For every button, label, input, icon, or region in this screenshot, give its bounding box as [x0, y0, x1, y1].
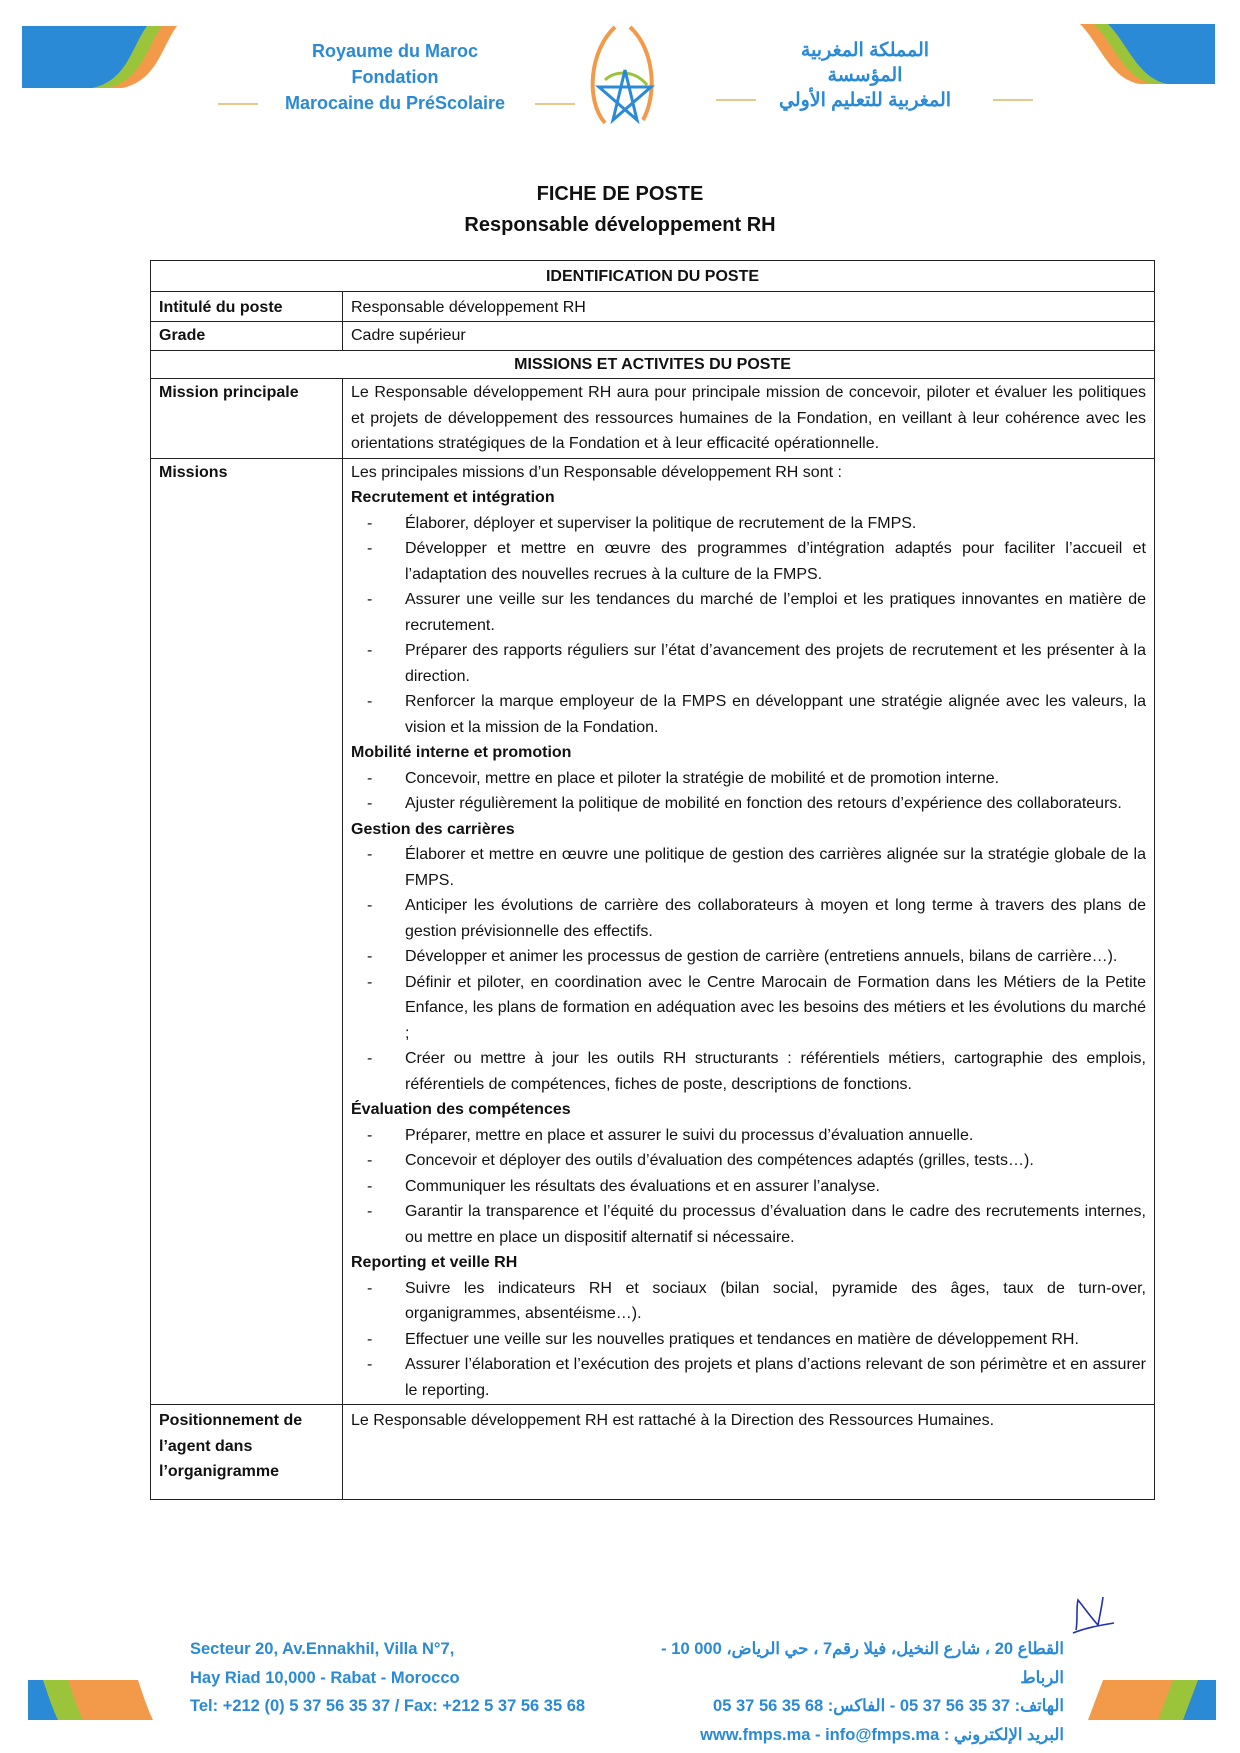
mission-bullet: - Renforcer la marque employeur de la FMPS en développant une stratégie alignée avec les valeurs, la vision et la mission de la Fondation.	[351, 689, 1146, 740]
mission-bullet: - Assurer l’élaboration et l’exécution des projets et plans d’actions relevant de son périmètre et en assurer le reporting.	[351, 1352, 1146, 1403]
mission-bullet: - Développer et animer les processus de gestion de carrière (entretiens annuels, bilans de carrière…).	[351, 944, 1146, 970]
label-missions: Missions	[151, 458, 343, 1405]
mission-bullet: - Suivre les indicateurs RH et sociaux (bilan social, pyramide des âges, taux de turn-over, organigrammes, absentéisme…).	[351, 1276, 1146, 1327]
mission-heading: Recrutement et intégration	[351, 489, 555, 506]
label-mission-principale: Mission principale	[151, 379, 343, 459]
value-mission-principale: Le Responsable développement RH aura pour principale mission de concevoir, piloter et évaluer les politiques et projets de développement des ressources humaines de la Fondation, en veillant à leur cohérence avec les orientations stratégiques de la Fondation et à leur efficacité opérationnelle.	[343, 379, 1155, 459]
section-identification: IDENTIFICATION DU POSTE	[151, 261, 1155, 292]
footer-line: Tel: +212 (0) 5 37 56 35 37 / Fax: +212 5 37 56 35 68	[190, 1697, 586, 1715]
corner-stripes-top-left	[22, 26, 177, 88]
header-arabic	[700, 38, 1030, 113]
corner-stripes-bottom-right	[1088, 1680, 1216, 1720]
footer-address-ar	[640, 1635, 1064, 1749]
header-fr-line: Royaume du Maroc	[311, 41, 479, 61]
header-fr-line: Fondation	[351, 67, 439, 87]
footer-line: القطاع 20 ، شارع النخيل، فيلا رقم7 ، حي الرياض، 000 10 - الرباط	[661, 1640, 1064, 1687]
mission-bullet: - Élaborer et mettre en œuvre une politique de gestion des carrières alignée sur la stratégie globale de la FMPS.	[351, 842, 1146, 893]
divider	[716, 99, 756, 101]
divider	[993, 99, 1033, 101]
mission-bullet: - Garantir la transparence et l’équité du processus d’évaluation dans le cadre des recrutements internes, ou mettre en place un dispositif alternatif si nécessaire.	[351, 1199, 1146, 1250]
mission-bullet: - Assurer une veille sur les tendances du marché de l’emploi et les pratiques innovantes en matière de recrutement.	[351, 587, 1146, 638]
job-description-table	[150, 260, 1155, 1500]
value-positionnement: Le Responsable développement RH est rattaché à la Direction des Ressources Humaines.	[343, 1405, 1155, 1500]
header-french	[230, 38, 560, 116]
footer-line: Secteur 20, Av.Ennakhil, Villa N°7,	[190, 1640, 455, 1658]
label-positionnement: Positionnement de l’agent dans l’organigramme	[151, 1405, 343, 1500]
section-missions: MISSIONS ET ACTIVITES DU POSTE	[151, 350, 1155, 379]
value-intitule: Responsable développement RH	[343, 291, 1155, 322]
value-grade: Cadre supérieur	[343, 322, 1155, 351]
mission-intro: Les principales missions d’un Responsable développement RH sont :	[351, 463, 842, 481]
label-grade: Grade	[151, 322, 343, 351]
document-title: FICHE DE POSTE	[536, 183, 704, 205]
header-ar-line: المملكة المغربية	[800, 40, 930, 61]
mission-heading: Reporting et veille RH	[351, 1254, 518, 1271]
corner-stripes-bottom-left	[28, 1680, 153, 1720]
mission-bullet: - Élaborer, déployer et superviser la politique de recrutement de la FMPS.	[351, 511, 1146, 537]
footer-line: الهاتف: 37 35 56 37 05 - الفاكس: 68 35 56 37 05	[713, 1697, 1064, 1715]
mission-heading: Mobilité interne et promotion	[351, 744, 572, 761]
divider	[218, 103, 258, 105]
missions-list	[343, 458, 1155, 1405]
header-fr-line: Marocaine du PréScolaire	[284, 93, 506, 113]
mission-bullet: - Concevoir et déployer des outils d’évaluation des compétences adaptés (grilles, tests…).	[351, 1148, 1146, 1174]
mission-bullet: - Anticiper les évolutions de carrière des collaborateurs à moyen et long terme à travers des plans de gestion prévisionnelle des effectifs.	[351, 893, 1146, 944]
document-subtitle: Responsable développement RH	[464, 214, 776, 236]
footer-line: Hay Riad 10,000 - Rabat - Morocco	[190, 1668, 460, 1687]
mission-bullet: - Préparer des rapports réguliers sur l’état d’avancement des projets de recrutement et les présenter à la direction.	[351, 638, 1146, 689]
label-intitule: Intitulé du poste	[151, 291, 343, 322]
mission-bullet: - Ajuster régulièrement la politique de mobilité en fonction des retours d’expérience des collaborateurs.	[351, 791, 1146, 817]
header-ar-line: المغربية للتعليم الأولي	[778, 90, 952, 111]
divider	[535, 103, 575, 105]
signature-initial	[1068, 1595, 1118, 1635]
mission-heading: Évaluation des compétences	[351, 1101, 571, 1118]
footer-address-fr	[190, 1635, 585, 1721]
mission-bullet: - Effectuer une veille sur les nouvelles pratiques et tendances en matière de développement RH.	[351, 1327, 1146, 1353]
footer-line: البريد الإلكتروني : www.fmps.ma - info@fmps.ma	[700, 1725, 1064, 1744]
mission-bullet: - Concevoir, mettre en place et piloter la stratégie de mobilité et de promotion interne.	[351, 766, 1146, 792]
mission-bullet: - Définir et piloter, en coordination avec le Centre Marocain de Formation dans les Métiers de la Petite Enfance, les plans de formation en adéquation avec les besoins des métiers et les évolutions du marché ;	[351, 970, 1146, 1047]
corner-stripes-top-right	[1080, 24, 1215, 84]
fmps-logo	[585, 25, 660, 125]
mission-bullet: - Créer ou mettre à jour les outils RH structurants : référentiels métiers, cartographie des emplois, référentiels de compétences, fiches de poste, descriptions de fonctions.	[351, 1046, 1146, 1097]
mission-bullet: - Développer et mettre en œuvre des programmes d’intégration adaptés pour faciliter l’accueil et l’adaptation des nouvelles recrues à la culture de la FMPS.	[351, 536, 1146, 587]
header-ar-line: المؤسسة	[827, 65, 903, 86]
mission-bullet: - Préparer, mettre en place et assurer le suivi du processus d’évaluation annuelle.	[351, 1123, 1146, 1149]
mission-bullet: - Communiquer les résultats des évaluations et en assurer l’analyse.	[351, 1174, 1146, 1200]
mission-heading: Gestion des carrières	[351, 820, 515, 838]
